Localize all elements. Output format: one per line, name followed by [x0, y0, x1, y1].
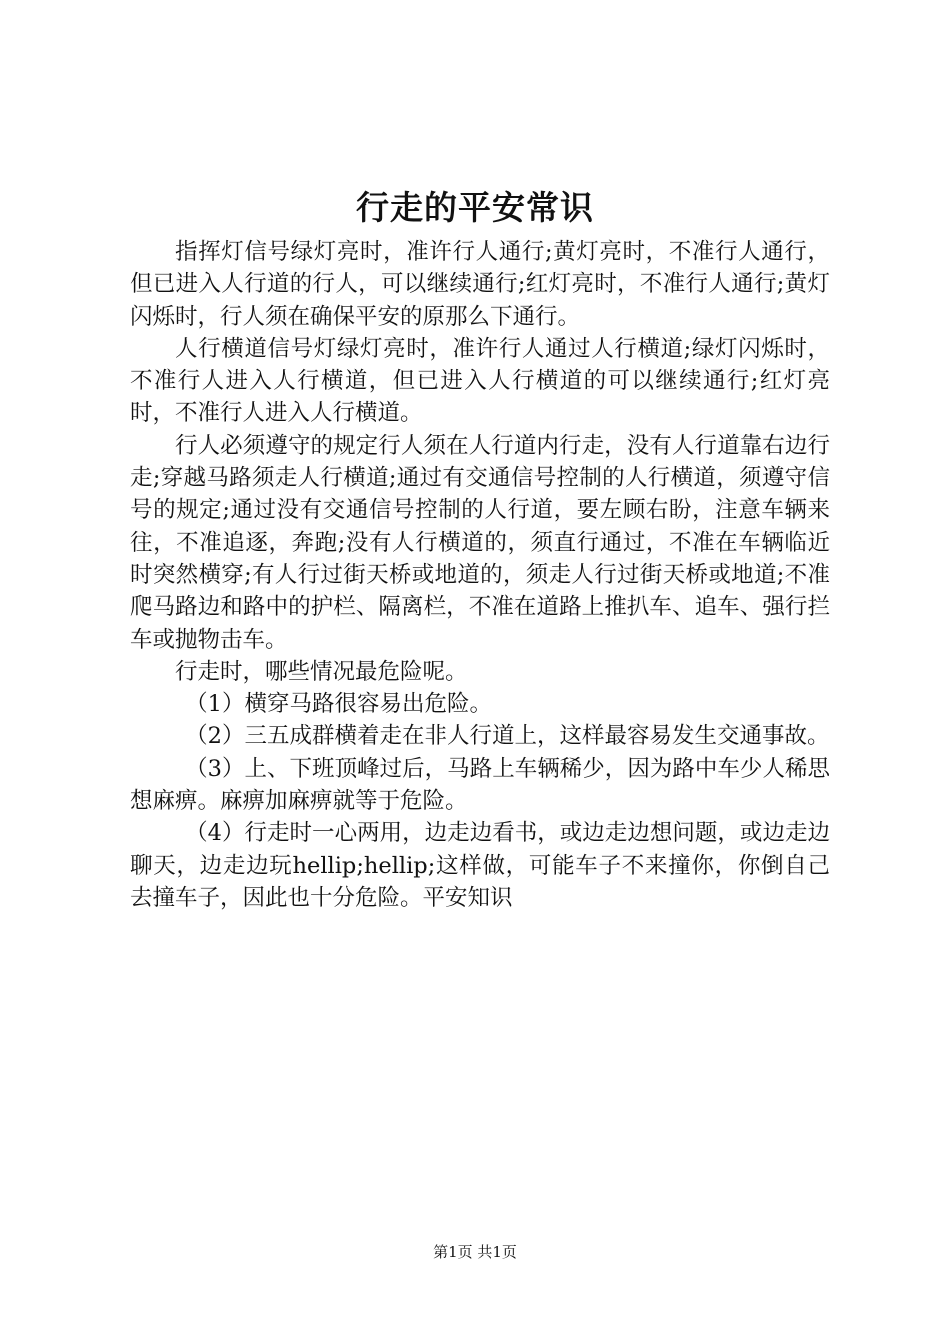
document-body: [130, 236, 830, 914]
list-item-danger-4: （4）行走时一心两用，边走边看书，或边走边想问题，或边走边聊天，边走边玩hellip;hellip;这样做，可能车子不来撞你，你倒自己去撞车子，因此也十分危险。平安知识: [130, 820, 830, 911]
paragraph-dangerous-situations-intro: 行走时，哪些情况最危险呢。: [175, 658, 468, 685]
document-title: 行走的平安常识: [356, 188, 594, 227]
paragraph-crosswalk-signal-rules: 人行横道信号灯绿灯亮时，准许行人通过人行横道;绿灯闪烁时，不准行人进入人行横道，但已进入人行横道的可以继续通行;红灯亮时，不准行人进入人行横道。: [130, 335, 830, 427]
paragraph-pedestrian-regulations: 行人必须遵守的规定行人须在人行道内行走，没有人行道靠右边行走;穿越马路须走人行横道;通过有交通信号控制的人行横道，须遵守信号的规定;通过没有交通信号控制的人行道，要左顾右盼，注意车辆来往，不准追逐，奔跑;没有人行横道的，须直行通过，不准在车辆临近时突然横穿;有人行过街天桥或地道的，须走人行过街天桥或地道;不准爬马路边和路中的护栏、隔离栏，不准在道路上推扒车、追车、强行拦车或抛物击车。: [130, 432, 830, 653]
list-item-danger-2: （2）三五成群横着走在非人行道上，这样最容易发生交通事故。: [185, 723, 830, 750]
list-item-danger-3: （3）上、下班顶峰过后，马路上车辆稀少，因为路中车少人稀思想麻痹。麻痹加麻痹就等于危险。: [130, 755, 830, 815]
list-item-danger-1: （1）横穿马路很容易出危险。: [185, 691, 492, 718]
page-number-footer: 第1页 共1页: [433, 1243, 517, 1261]
paragraph-traffic-light-rules: 指挥灯信号绿灯亮时，准许行人通行;黄灯亮时，不准行人通行，但已进入人行道的行人，可以继续通行;红灯亮时，不准行人通行;黄灯闪烁时，行人须在确保平安的原那么下通行。: [130, 239, 830, 330]
